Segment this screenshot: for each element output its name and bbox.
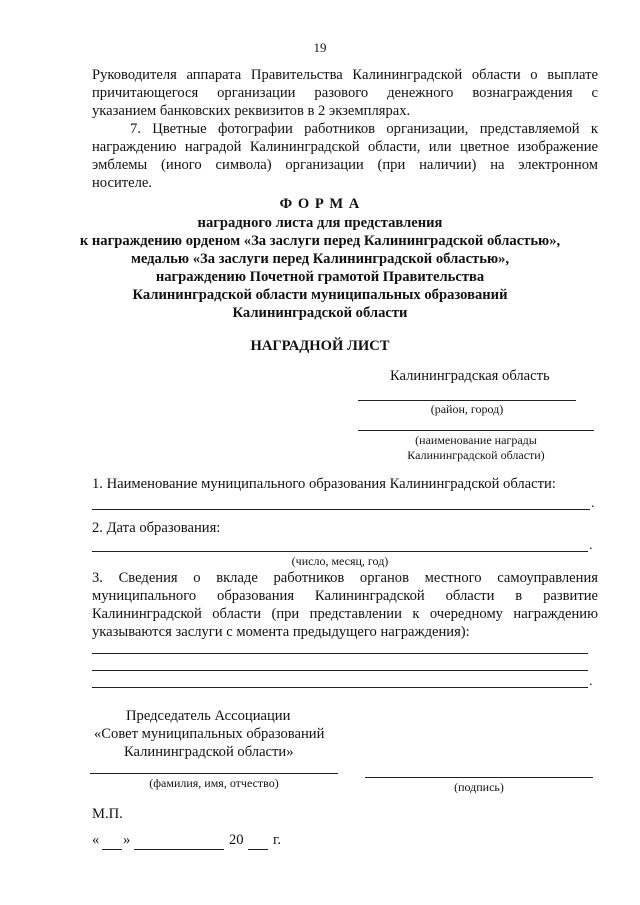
- award-name-field[interactable]: [358, 430, 594, 431]
- field-3-line: муниципального образования Калининградской области в развитие: [92, 588, 598, 604]
- form-heading-line: Калининградской области муниципальных образований: [132, 287, 508, 303]
- field-3-input-line[interactable]: [92, 687, 588, 688]
- item-7-line: награждению наградой Калининградской области, или цветное изображение: [92, 139, 598, 155]
- intro-line: причитающегося организации разового денежного вознаграждения с: [92, 85, 598, 101]
- signature-field[interactable]: [365, 777, 593, 778]
- full-name-caption: (фамилия, имя, отчество): [149, 776, 279, 790]
- region-name: Калининградская область: [390, 368, 550, 384]
- award-caption: Калининградской области): [407, 448, 545, 462]
- item-7-line: носителе.: [92, 175, 153, 191]
- field-3-input-line[interactable]: [92, 653, 588, 654]
- date-close-quote: »: [123, 832, 131, 848]
- intro-line: указанием банковских реквизитов в 2 экземплярах.: [92, 103, 411, 119]
- month-field[interactable]: [134, 849, 224, 850]
- field-3-line: 3. Сведения о вкладе работников органов местного самоуправления: [92, 570, 598, 586]
- signatory-organization: «Совет муниципальных образований: [94, 726, 325, 742]
- page-number: 19: [313, 40, 327, 55]
- period-mark: .: [589, 538, 593, 553]
- field-2-label: 2. Дата образования:: [92, 520, 221, 536]
- form-title: Ф О Р М А: [279, 196, 361, 212]
- stamp-label: М.П.: [92, 806, 123, 822]
- field-1-label: 1. Наименование муниципального образования Калининградской области:: [92, 476, 556, 492]
- item-7-paragraph: [92, 120, 598, 192]
- award-caption: (наименование награды: [415, 433, 537, 447]
- day-field[interactable]: [102, 849, 122, 850]
- signature-caption: (подпись): [454, 780, 504, 794]
- sheet-title: НАГРАДНОЙ ЛИСТ: [250, 338, 390, 354]
- field-2-caption: (число, месяц, год): [291, 554, 389, 568]
- intro-line: Руководителя аппарата Правительства Калининградской области о выплате: [92, 67, 598, 83]
- field-3-paragraph: [92, 569, 598, 641]
- district-caption: (район, город): [430, 402, 504, 416]
- year-prefix: 20: [229, 832, 244, 848]
- form-heading-line: к награждению орденом «За заслуги перед Калининградской областью»,: [79, 233, 561, 249]
- period-mark: .: [589, 674, 593, 689]
- signatory-title: Председатель Ассоциации: [126, 708, 291, 724]
- item-7-line: эмблемы (иного символа) организации (при наличии) на электронном: [92, 157, 598, 173]
- period-mark: .: [591, 496, 595, 511]
- date-open-quote: «: [92, 832, 100, 848]
- field-3-line: Калининградской области (при представлении к очередному награждению: [92, 606, 598, 622]
- form-heading-line: Калининградской области: [232, 305, 408, 321]
- district-field[interactable]: [358, 400, 576, 401]
- year-field[interactable]: [248, 849, 268, 850]
- signatory-organization: Калининградской области»: [124, 744, 294, 760]
- field-1-input-line[interactable]: [92, 509, 590, 510]
- item-7-line: 7. Цветные фотографии работников организации, представляемой к: [130, 121, 598, 137]
- field-3-input-line[interactable]: [92, 670, 588, 671]
- intro-paragraph: [92, 66, 598, 120]
- field-2-input-line[interactable]: [92, 551, 588, 552]
- year-suffix: г.: [273, 832, 281, 848]
- form-heading-line: наградного листа для представления: [197, 215, 443, 231]
- form-heading-line: медалью «За заслуги перед Калининградской областью»,: [130, 251, 510, 267]
- full-name-field[interactable]: [90, 773, 338, 774]
- field-3-line: указываются заслуги с момента предыдущего награждения):: [92, 624, 470, 640]
- form-heading-line: награждению Почетной грамотой Правительства: [155, 269, 485, 285]
